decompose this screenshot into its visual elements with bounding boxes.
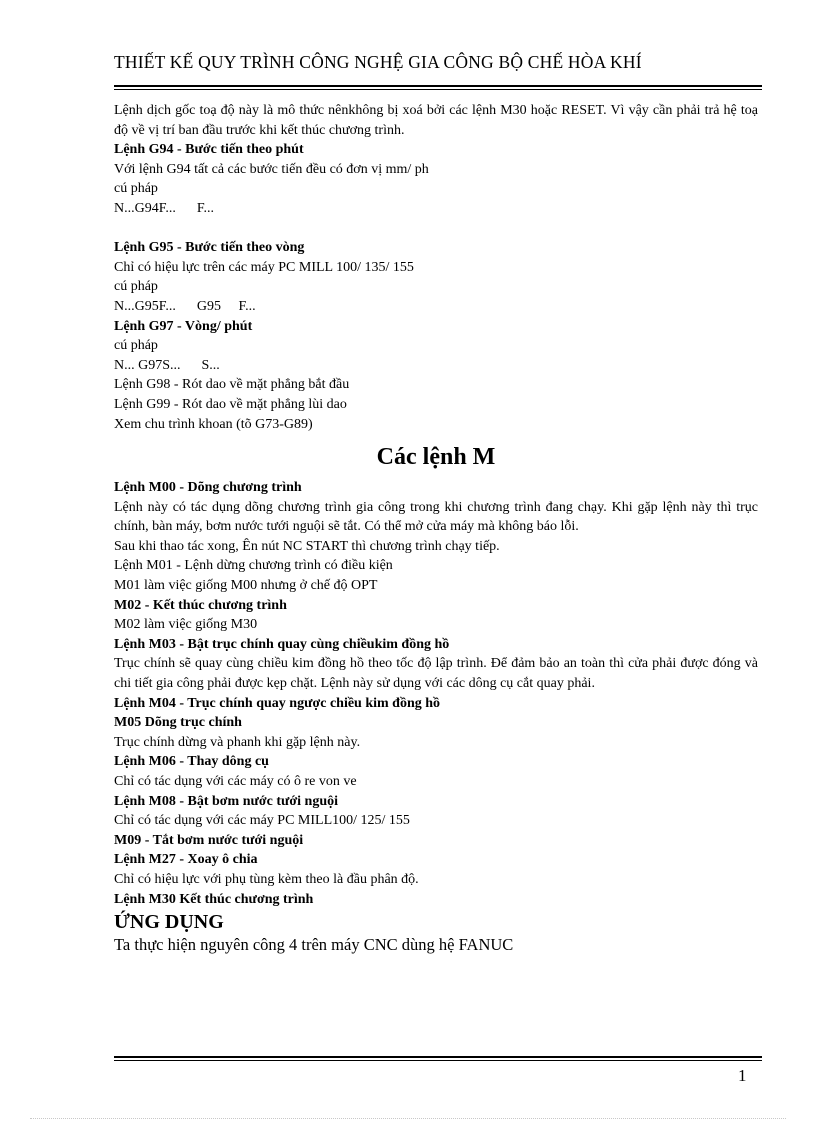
text-line: cú pháp xyxy=(114,338,158,354)
section-heading-m06: Lệnh M06 - Thay dông cụ xyxy=(114,754,269,770)
syntax-line: N... G97S... S... xyxy=(114,357,220,373)
section-heading-g95: Lệnh G95 - Bước tiến theo vòng xyxy=(114,240,305,256)
application-line: Ta thực hiện nguyên công 4 trên máy CNC dùng hệ FANUC xyxy=(114,935,514,955)
section-heading-m08: Lệnh M08 - Bật bơm nước tưới nguội xyxy=(114,793,339,809)
text-line: Chỉ có tác dụng với các máy PC MILL100/ 125/ 155 xyxy=(114,813,410,829)
section-heading-m09: M09 - Tắt bơm nước tưới nguội xyxy=(114,832,304,848)
text-line: Lệnh G98 - Rót dao về mặt phẳng bắt đầu xyxy=(114,377,350,393)
footer-rule xyxy=(114,1056,762,1058)
section-heading-m30: Lệnh M30 Kết thúc chương trình xyxy=(114,891,314,907)
header-rule xyxy=(114,85,762,87)
section-heading-m27: Lệnh M27 - Xoay ô chia xyxy=(114,852,258,868)
text-line: Với lệnh G94 tất cả các bước tiến đều có đơn vị mm/ ph xyxy=(114,161,429,177)
text-line: Sau khi thao tác xong, Ên nút NC START thì chương trình chạy tiếp. xyxy=(114,538,500,554)
section-heading-g97: Lệnh G97 - Vòng/ phút xyxy=(114,318,253,334)
text-line: Xem chu trình khoan (tõ G73-G89) xyxy=(114,416,313,432)
page-header-title: THIẾT KẾ QUY TRÌNH CÔNG NGHỆ GIA CÔNG BỘ CHẾ HÒA KHÍ xyxy=(114,52,642,72)
paragraph: Lệnh này có tác dụng dõng chương trình gia công trong khi chương trình đang chạy. Khi gặp lệnh này thì trục chính, bàn máy, bơm nước tưới nguội sẽ tắt. Có thể mở cửa máy mà không báo lỗi. xyxy=(114,499,758,535)
paragraph: Lệnh dịch gốc toạ độ này là mô thức nênkhông bị xoá bởi các lệnh M30 hoặc RESET. Vì vậy cần phải trả hệ toạ độ về vị trí ban đầu trước khi kết thúc chương trình. xyxy=(114,103,758,138)
text-line: Lệnh G99 - Rót dao về mặt phẳng lùi dao xyxy=(114,396,347,412)
page-number: 1 xyxy=(738,1066,747,1085)
section-title-m-commands: Các lệnh M xyxy=(376,444,496,471)
section-heading-m05: M05 Dõng trục chính xyxy=(114,715,242,731)
section-heading-m02: M02 - Kết thúc chương trình xyxy=(114,597,287,613)
text-line: M02 làm việc giống M30 xyxy=(114,617,258,633)
page-boundary xyxy=(30,1118,786,1119)
text-line: Chỉ có tác dụng với các máy có ô re von ve xyxy=(114,774,357,789)
text-line: Lệnh M01 - Lệnh dừng chương trình có điều kiện xyxy=(114,558,393,574)
syntax-line: N...G94F... F... xyxy=(114,200,215,216)
section-heading-g94: Lệnh G94 - Bước tiến theo phút xyxy=(114,142,304,158)
text-line: cú pháp xyxy=(114,279,158,295)
section-heading-m04: Lệnh M04 - Trục chính quay ngược chiều kim đồng hồ xyxy=(114,695,441,711)
section-title-ung-dung: ỨNG DỤNG xyxy=(114,911,224,934)
text-line: cú pháp xyxy=(114,181,158,197)
page-body xyxy=(114,101,758,956)
footer-rule-thin xyxy=(114,1060,762,1061)
header-rule-thin xyxy=(114,89,762,90)
section-heading-m00: Lệnh M00 - Dõng chương trình xyxy=(114,480,302,496)
text-line: Chỉ có hiệu lực trên các máy PC MILL 100/ 135/ 155 xyxy=(114,259,414,275)
text-line: Chỉ có hiệu lực với phụ tùng kèm theo là đầu phân độ. xyxy=(114,871,419,887)
paragraph: Trục chính sẽ quay cùng chiều kim đồng hồ theo tốc độ lập trình. Để đảm bảo an toàn thì cửa phải được đóng và chi tiết gia công phải được kẹp chặt. Lệnh này sử dụng với các dông cụ cắt quay phải. xyxy=(114,656,758,692)
text-line: Trục chính dừng và phanh khi gặp lệnh này. xyxy=(114,734,361,750)
text-line: M01 làm việc giống M00 nhưng ở chế độ OPT xyxy=(114,578,378,594)
syntax-line: N...G95F... G95 F... xyxy=(114,298,256,314)
spacer xyxy=(114,219,758,239)
section-heading-m03: Lệnh M03 - Bật trục chính quay cùng chiềukim đồng hồ xyxy=(114,636,450,652)
